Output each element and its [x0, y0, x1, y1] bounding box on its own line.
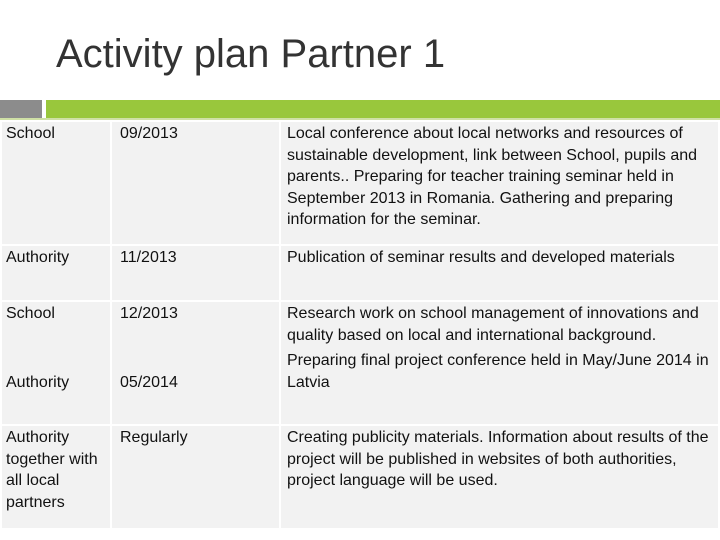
- table-cell-who-bottom: Authority: [6, 374, 70, 391]
- table-row: [1, 301, 719, 425]
- table-cell-date-top: 12/2013: [120, 305, 178, 322]
- table-row: [1, 245, 719, 301]
- table-cell-who-top: School: [6, 305, 55, 322]
- table-row: [1, 121, 719, 245]
- table-row: [1, 425, 719, 529]
- slide-title: Activity plan Partner 1: [56, 32, 446, 76]
- table-cell-date: Regularly: [111, 425, 280, 529]
- accent-bar-green: [46, 100, 720, 118]
- table-cell-activity-top: Research work on school management of innovations and quality based on local and international background.: [287, 305, 699, 344]
- table-cell-activity: Creating publicity materials. Information about results of the project will be published in websites of both authorities, project language will be used.: [280, 425, 719, 529]
- table-cell-date: 11/2013: [111, 245, 280, 301]
- table-cell-date: [111, 301, 280, 425]
- table-cell-activity: Local conference about local networks and resources of sustainable development, link between School, pupils and parents.. Preparing for teacher training seminar held in September 2013 in Romania. Gathering and preparing information for the seminar.: [280, 121, 719, 245]
- accent-bar-grey: [0, 100, 42, 118]
- table-cell-activity: Publication of seminar results and developed materials: [280, 245, 719, 301]
- table-cell-activity: [280, 301, 719, 425]
- table-cell-date-bottom: 05/2014: [120, 374, 178, 391]
- table-cell-activity-bottom: Preparing final project conference held in May/June 2014 in Latvia: [287, 352, 709, 391]
- table-cell-who: [1, 301, 111, 425]
- table-cell-who: Authority together with all local partners: [1, 425, 111, 529]
- table-cell-who: School: [1, 121, 111, 245]
- activity-table: [0, 120, 720, 530]
- table-cell-who: Authority: [1, 245, 111, 301]
- table-cell-date: 09/2013: [111, 121, 280, 245]
